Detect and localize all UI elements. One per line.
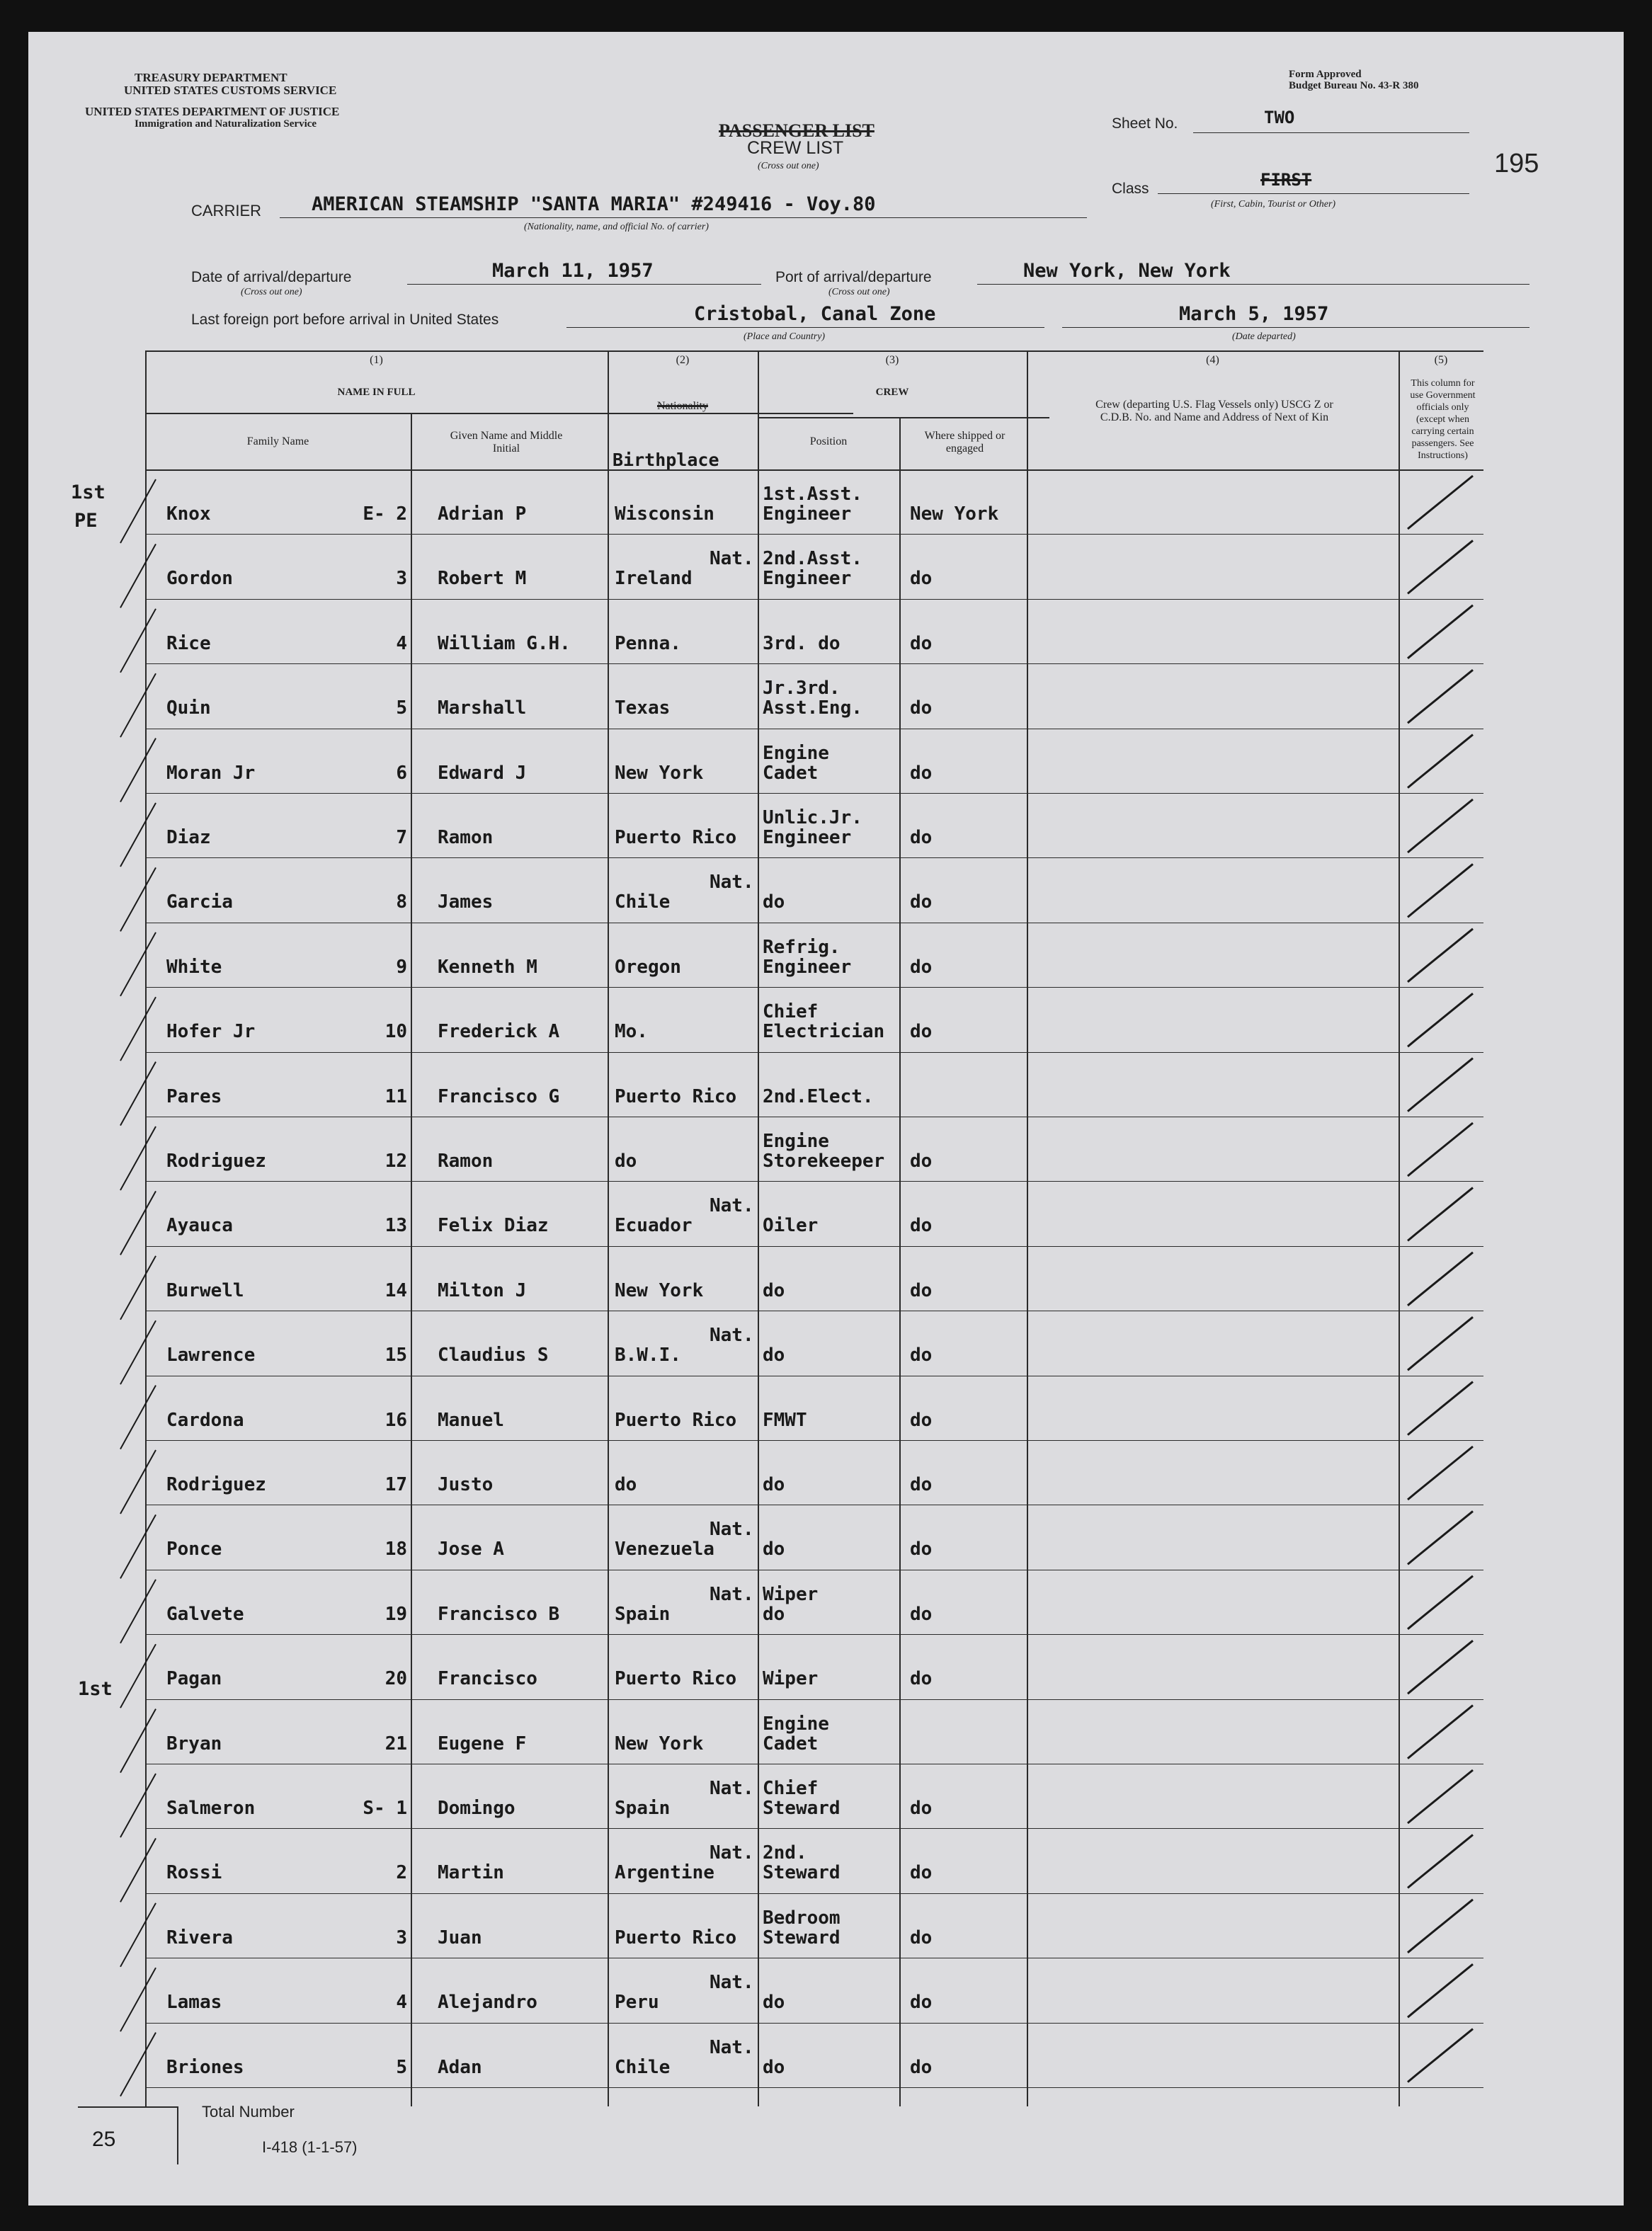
row-13-birth: New York — [615, 1279, 704, 1301]
row-10-family: Pares — [166, 1085, 222, 1107]
row-8-family: White — [166, 956, 222, 978]
row-7-pos2: do — [763, 891, 785, 913]
check-mark-col5 — [1408, 1253, 1473, 1306]
row-14-family: Lawrence — [166, 1345, 256, 1366]
tally-mark-left — [120, 738, 156, 802]
row-22-pos1: 2nd. — [763, 1842, 807, 1864]
col1-given: Given Name and Middle Initial — [450, 430, 563, 455]
col5-num: (5) — [1434, 354, 1448, 366]
row-21-pos1: Chief — [763, 1778, 819, 1799]
row-6-given: Ramon — [438, 827, 494, 848]
tally-mark-left — [120, 1514, 156, 1578]
col3-position: Position — [809, 435, 848, 447]
class-value: FIRST — [1260, 170, 1312, 190]
check-mark-col5 — [1408, 2029, 1473, 2082]
page-number: 195 — [1494, 149, 1539, 178]
row-1-family: Knox — [166, 503, 211, 525]
col2-birthplace: Birthplace — [613, 450, 719, 470]
row-6-pos2: Engineer — [763, 827, 852, 848]
row-13-family: Burwell — [166, 1279, 244, 1301]
tally-mark-left — [120, 1838, 156, 1902]
row-15-given: Manuel — [438, 1409, 504, 1431]
row-21-pos2: Steward — [763, 1798, 841, 1819]
row-18-pos2: do — [763, 1603, 785, 1625]
row-20-birth: New York — [615, 1733, 704, 1754]
margin-note-1st: 1st — [71, 481, 106, 503]
row-15-birth: Puerto Rico — [615, 1409, 737, 1431]
row-25-where: do — [910, 2056, 933, 2078]
departed-value: March 5, 1957 — [1179, 303, 1329, 325]
row-18-family: Galvete — [166, 1603, 244, 1625]
row-23-birth: Puerto Rico — [615, 1927, 737, 1948]
check-mark-col5 — [1408, 1511, 1473, 1564]
row-18-pos1: Wiper — [763, 1583, 819, 1605]
tally-mark-left — [120, 1774, 156, 1837]
tally-mark-left — [120, 932, 156, 996]
col2-struck: Nationality — [657, 400, 708, 412]
row-2-nat: Nat. — [710, 548, 754, 570]
budget-number: Budget Bureau No. 43-R 380 — [1289, 80, 1419, 91]
tally-mark-left — [120, 803, 156, 867]
row-18-where: do — [910, 1603, 933, 1625]
tally-mark-left — [120, 1968, 156, 2031]
row-8-num: 9 — [396, 956, 407, 978]
row-5-given: Edward J — [438, 762, 527, 784]
row-10-birth: Puerto Rico — [615, 1085, 737, 1107]
row-8-given: Kenneth M — [438, 956, 537, 978]
row-22-birth: Argentine — [615, 1862, 714, 1884]
row-15-where: do — [910, 1409, 933, 1431]
col3-title: CREW — [875, 387, 909, 398]
check-mark-col5 — [1408, 1964, 1473, 2017]
row-20-num: 21 — [384, 1733, 407, 1754]
row-24-birth: Peru — [615, 1992, 659, 2014]
row-19-birth: Puerto Rico — [615, 1668, 737, 1690]
row-1-birth: Wisconsin — [615, 503, 714, 525]
row-23-family: Rivera — [166, 1927, 233, 1948]
row-3-pos2: 3rd. do — [763, 632, 841, 654]
row-25-num: 5 — [396, 2056, 407, 2078]
row-19-where: do — [910, 1668, 933, 1690]
row-22-pos2: Steward — [763, 1862, 841, 1884]
date-value: March 11, 1957 — [492, 260, 654, 282]
row-14-pos2: do — [763, 1345, 785, 1366]
row-20-pos1: Engine — [763, 1713, 829, 1735]
check-mark-col5 — [1408, 1770, 1473, 1823]
tally-mark-left — [120, 1580, 156, 1643]
row-7-where: do — [910, 891, 933, 913]
tally-mark-left — [120, 997, 156, 1061]
row-1-where: New York — [910, 503, 999, 525]
tally-mark-left — [120, 479, 156, 543]
row-3-num: 4 — [396, 632, 407, 654]
row-21-given: Domingo — [438, 1798, 515, 1819]
row-18-num: 19 — [384, 1603, 407, 1625]
row-21-birth: Spain — [615, 1798, 671, 1819]
col4-num: (4) — [1206, 354, 1219, 366]
check-mark-col5 — [1408, 993, 1473, 1046]
dept-justice: UNITED STATES DEPARTMENT OF JUSTICE — [85, 105, 340, 118]
row-6-where: do — [910, 827, 933, 848]
port-hint: (Cross out one) — [828, 287, 890, 297]
col1-num: (1) — [370, 354, 383, 366]
row-15-family: Cardona — [166, 1409, 244, 1431]
check-mark-col5 — [1408, 1382, 1473, 1435]
row-5-num: 6 — [396, 762, 407, 784]
row-17-birth: Venezuela — [615, 1539, 714, 1560]
row-17-num: 18 — [384, 1539, 407, 1560]
row-17-family: Ponce — [166, 1539, 222, 1560]
row-1-pos1: 1st.Asst. — [763, 484, 862, 505]
row-17-given: Jose A — [438, 1539, 504, 1560]
row-7-num: 8 — [396, 891, 407, 913]
dept-treasury: TREASURY DEPARTMENT — [135, 71, 287, 84]
row-4-pos1: Jr.3rd. — [763, 678, 841, 700]
row-5-where: do — [910, 762, 933, 784]
row-11-pos1: Engine — [763, 1131, 829, 1152]
row-2-where: do — [910, 568, 933, 590]
row-12-birth: Ecuador — [615, 1215, 693, 1237]
row-23-pos2: Steward — [763, 1927, 841, 1948]
tally-mark-left — [120, 609, 156, 673]
row-19-family: Pagan — [166, 1668, 222, 1690]
row-22-family: Rossi — [166, 1862, 222, 1884]
row-3-family: Rice — [166, 632, 211, 654]
row-19-pos2: Wiper — [763, 1668, 819, 1690]
check-mark-col5 — [1408, 1835, 1473, 1888]
row-25-nat: Nat. — [710, 2036, 754, 2058]
cross-out-hint: (Cross out one) — [758, 161, 819, 171]
row-1-pos2: Engineer — [763, 503, 852, 525]
row-11-family: Rodriguez — [166, 1151, 266, 1172]
row-17-pos2: do — [763, 1539, 785, 1560]
margin-note-1st-b: 1st — [78, 1678, 113, 1700]
dept-ins: Immigration and Naturalization Service — [135, 118, 317, 130]
tally-mark-left — [120, 1191, 156, 1255]
row-10-num: 11 — [384, 1085, 407, 1107]
row-11-pos2: Storekeeper — [763, 1151, 885, 1172]
tally-mark-left — [120, 1062, 156, 1126]
row-11-num: 12 — [384, 1151, 407, 1172]
row-4-where: do — [910, 697, 933, 719]
row-24-where: do — [910, 1992, 933, 2014]
check-mark-col5 — [1408, 799, 1473, 852]
sheet-value: TWO — [1264, 108, 1295, 127]
row-10-given: Francisco G — [438, 1085, 560, 1107]
row-6-pos1: Unlic.Jr. — [763, 807, 862, 828]
check-mark-col5 — [1408, 1447, 1473, 1500]
row-19-given: Francisco — [438, 1668, 537, 1690]
row-14-birth: B.W.I. — [615, 1345, 681, 1366]
row-2-num: 3 — [396, 568, 407, 590]
row-6-birth: Puerto Rico — [615, 827, 737, 848]
row-15-pos2: FMWT — [763, 1409, 807, 1431]
row-12-nat: Nat. — [710, 1195, 754, 1217]
col3-where: Where shipped or engaged — [924, 430, 1006, 455]
row-12-given: Felix Diaz — [438, 1215, 549, 1237]
row-16-pos2: do — [763, 1474, 785, 1495]
date-hint: (Cross out one) — [241, 287, 302, 297]
row-23-num: 3 — [396, 1927, 407, 1948]
row-9-pos2: Electrician — [763, 1021, 885, 1043]
row-16-where: do — [910, 1474, 933, 1495]
row-9-given: Frederick A — [438, 1021, 560, 1043]
row-14-num: 15 — [384, 1345, 407, 1366]
row-7-nat: Nat. — [710, 872, 754, 894]
check-marks — [28, 32, 1624, 2206]
row-13-pos2: do — [763, 1279, 785, 1301]
row-5-family: Moran Jr — [166, 762, 256, 784]
check-mark-col5 — [1408, 864, 1473, 917]
class-label: Class — [1112, 181, 1149, 197]
check-mark-col5 — [1408, 1576, 1473, 1629]
row-5-pos1: Engine — [763, 742, 829, 764]
sheet-label: Sheet No. — [1112, 115, 1178, 132]
row-23-where: do — [910, 1927, 933, 1948]
row-25-pos2: do — [763, 2056, 785, 2078]
crew-list-form — [28, 32, 1624, 2206]
row-24-given: Alejandro — [438, 1992, 537, 2014]
crew-list-title: CREW LIST — [747, 138, 844, 158]
row-9-birth: Mo. — [615, 1021, 648, 1043]
row-16-num: 17 — [384, 1474, 407, 1495]
check-mark-col5 — [1408, 1187, 1473, 1240]
row-8-birth: Oregon — [615, 956, 681, 978]
check-mark-col5 — [1408, 1317, 1473, 1370]
check-mark-col5 — [1408, 1641, 1473, 1694]
row-2-birth: Ireland — [615, 568, 693, 590]
row-16-given: Justo — [438, 1474, 494, 1495]
dept-customs: UNITED STATES CUSTOMS SERVICE — [124, 84, 337, 97]
check-mark-col5 — [1408, 1059, 1473, 1112]
row-14-nat: Nat. — [710, 1325, 754, 1347]
last-port-value: Cristobal, Canal Zone — [694, 303, 936, 325]
row-21-nat: Nat. — [710, 1778, 754, 1799]
row-9-pos1: Chief — [763, 1001, 819, 1023]
row-3-birth: Penna. — [615, 632, 681, 654]
row-5-birth: New York — [615, 762, 704, 784]
row-13-num: 14 — [384, 1279, 407, 1301]
row-1-given: Adrian P — [438, 503, 527, 525]
row-16-family: Rodriguez — [166, 1474, 266, 1495]
row-21-num: S- 1 — [363, 1798, 407, 1819]
row-11-birth: do — [615, 1151, 637, 1172]
total-label: Total Number — [202, 2103, 295, 2121]
check-mark-col5 — [1408, 929, 1473, 982]
row-9-family: Hofer Jr — [166, 1021, 256, 1043]
row-9-where: do — [910, 1021, 933, 1043]
carrier-label: CARRIER — [191, 202, 262, 219]
row-2-pos1: 2nd.Asst. — [763, 548, 862, 570]
row-13-given: Milton J — [438, 1279, 527, 1301]
carrier-hint: (Nationality, name, and official No. of carrier) — [524, 222, 709, 232]
row-4-family: Quin — [166, 697, 211, 719]
row-11-where: do — [910, 1151, 933, 1172]
row-2-family: Gordon — [166, 568, 233, 590]
row-24-family: Lamas — [166, 1992, 222, 2014]
row-8-pos1: Refrig. — [763, 936, 841, 958]
passenger-list-title: PASSENGER LIST — [719, 120, 875, 141]
port-value: New York, New York — [1023, 260, 1231, 282]
check-mark-col5 — [1408, 540, 1473, 593]
tally-mark-left — [120, 2033, 156, 2096]
col4-title: Crew (departing U.S. Flag Vessels only) USCG Z or C.D.B. No. and Name and Address of Next of Kin — [1095, 399, 1333, 423]
row-25-family: Briones — [166, 2056, 244, 2078]
row-4-given: Marshall — [438, 697, 527, 719]
tally-mark-left — [120, 867, 156, 931]
check-mark-col5 — [1408, 1123, 1473, 1176]
row-13-where: do — [910, 1279, 933, 1301]
row-24-pos2: do — [763, 1992, 785, 2014]
tally-mark-left — [120, 1320, 156, 1384]
row-1-num: E- 2 — [363, 503, 407, 525]
row-16-birth: do — [615, 1474, 637, 1495]
row-19-num: 20 — [384, 1668, 407, 1690]
row-18-nat: Nat. — [710, 1583, 754, 1605]
row-12-num: 13 — [384, 1215, 407, 1237]
row-12-family: Ayauca — [166, 1215, 233, 1237]
tally-mark-left — [120, 1386, 156, 1449]
tally-mark-left — [120, 673, 156, 737]
row-12-pos2: Oiler — [763, 1215, 819, 1237]
check-mark-col5 — [1408, 1706, 1473, 1759]
col2-num: (2) — [676, 354, 690, 366]
row-14-where: do — [910, 1345, 933, 1366]
tally-mark-left — [120, 1903, 156, 1967]
row-20-given: Eugene F — [438, 1733, 527, 1754]
last-port-label: Last foreign port before arrival in United States — [191, 312, 499, 328]
row-25-birth: Chile — [615, 2056, 671, 2078]
row-8-pos2: Engineer — [763, 956, 852, 978]
departed-hint: (Date departed) — [1232, 331, 1296, 342]
date-label: Date of arrival/departure — [191, 269, 352, 285]
row-2-pos2: Engineer — [763, 568, 852, 590]
row-3-where: do — [910, 632, 933, 654]
row-17-where: do — [910, 1539, 933, 1560]
row-21-family: Salmeron — [166, 1798, 256, 1819]
tally-mark-left — [120, 1126, 156, 1190]
row-7-given: James — [438, 891, 494, 913]
tally-mark-left — [120, 544, 156, 607]
row-4-num: 5 — [396, 697, 407, 719]
row-9-num: 10 — [384, 1021, 407, 1043]
row-4-pos2: Asst.Eng. — [763, 697, 862, 719]
col3-num: (3) — [885, 354, 899, 366]
row-17-nat: Nat. — [710, 1519, 754, 1541]
row-20-family: Bryan — [166, 1733, 222, 1754]
row-14-given: Claudius S — [438, 1345, 549, 1366]
row-2-given: Robert M — [438, 568, 527, 590]
last-port-hint: (Place and Country) — [744, 331, 826, 342]
form-approved: Form Approved — [1289, 69, 1362, 80]
row-6-family: Diaz — [166, 827, 211, 848]
row-11-given: Ramon — [438, 1151, 494, 1172]
row-3-given: William G.H. — [438, 632, 571, 654]
check-mark-col5 — [1408, 476, 1473, 529]
row-18-given: Francisco B — [438, 1603, 560, 1625]
row-22-where: do — [910, 1862, 933, 1884]
row-15-num: 16 — [384, 1409, 407, 1431]
row-18-birth: Spain — [615, 1603, 671, 1625]
row-12-where: do — [910, 1215, 933, 1237]
port-label: Port of arrival/departure — [775, 269, 932, 285]
row-10-pos2: 2nd.Elect. — [763, 1085, 874, 1107]
row-22-nat: Nat. — [710, 1842, 754, 1864]
row-24-nat: Nat. — [710, 1972, 754, 1994]
row-25-given: Adan — [438, 2056, 482, 2078]
row-7-birth: Chile — [615, 891, 671, 913]
form-number: I-418 (1-1-57) — [262, 2138, 358, 2156]
tally-mark-left — [120, 1256, 156, 1320]
check-mark-col5 — [1408, 735, 1473, 788]
col1-title: NAME IN FULL — [337, 387, 416, 398]
check-mark-col5 — [1408, 670, 1473, 723]
margin-note-pe: PE — [74, 510, 98, 532]
total-value: 25 — [92, 2128, 116, 2151]
check-mark-col5 — [1408, 1900, 1473, 1953]
row-6-num: 7 — [396, 827, 407, 848]
row-23-given: Juan — [438, 1927, 482, 1948]
row-8-where: do — [910, 956, 933, 978]
row-23-pos1: Bedroom — [763, 1907, 841, 1929]
row-24-num: 4 — [396, 1992, 407, 2014]
tally-mark-left — [120, 1709, 156, 1773]
row-4-birth: Texas — [615, 697, 671, 719]
tally-mark-left — [120, 1450, 156, 1514]
row-5-pos2: Cadet — [763, 762, 819, 784]
row-22-num: 2 — [396, 1862, 407, 1884]
class-hint: (First, Cabin, Tourist or Other) — [1211, 199, 1336, 210]
col1-family: Family Name — [246, 435, 309, 447]
row-22-given: Martin — [438, 1862, 504, 1884]
row-7-family: Garcia — [166, 891, 233, 913]
row-21-where: do — [910, 1798, 933, 1819]
row-20-pos2: Cadet — [763, 1733, 819, 1754]
col5-title: This column for use Government officials only (except when carrying certain passengers. See Instructions) — [1410, 378, 1476, 461]
check-mark-col5 — [1408, 605, 1473, 658]
tally-mark-left — [120, 1644, 156, 1708]
carrier-value: AMERICAN STEAMSHIP "SANTA MARIA" #249416 - Voy.80 — [312, 193, 876, 215]
